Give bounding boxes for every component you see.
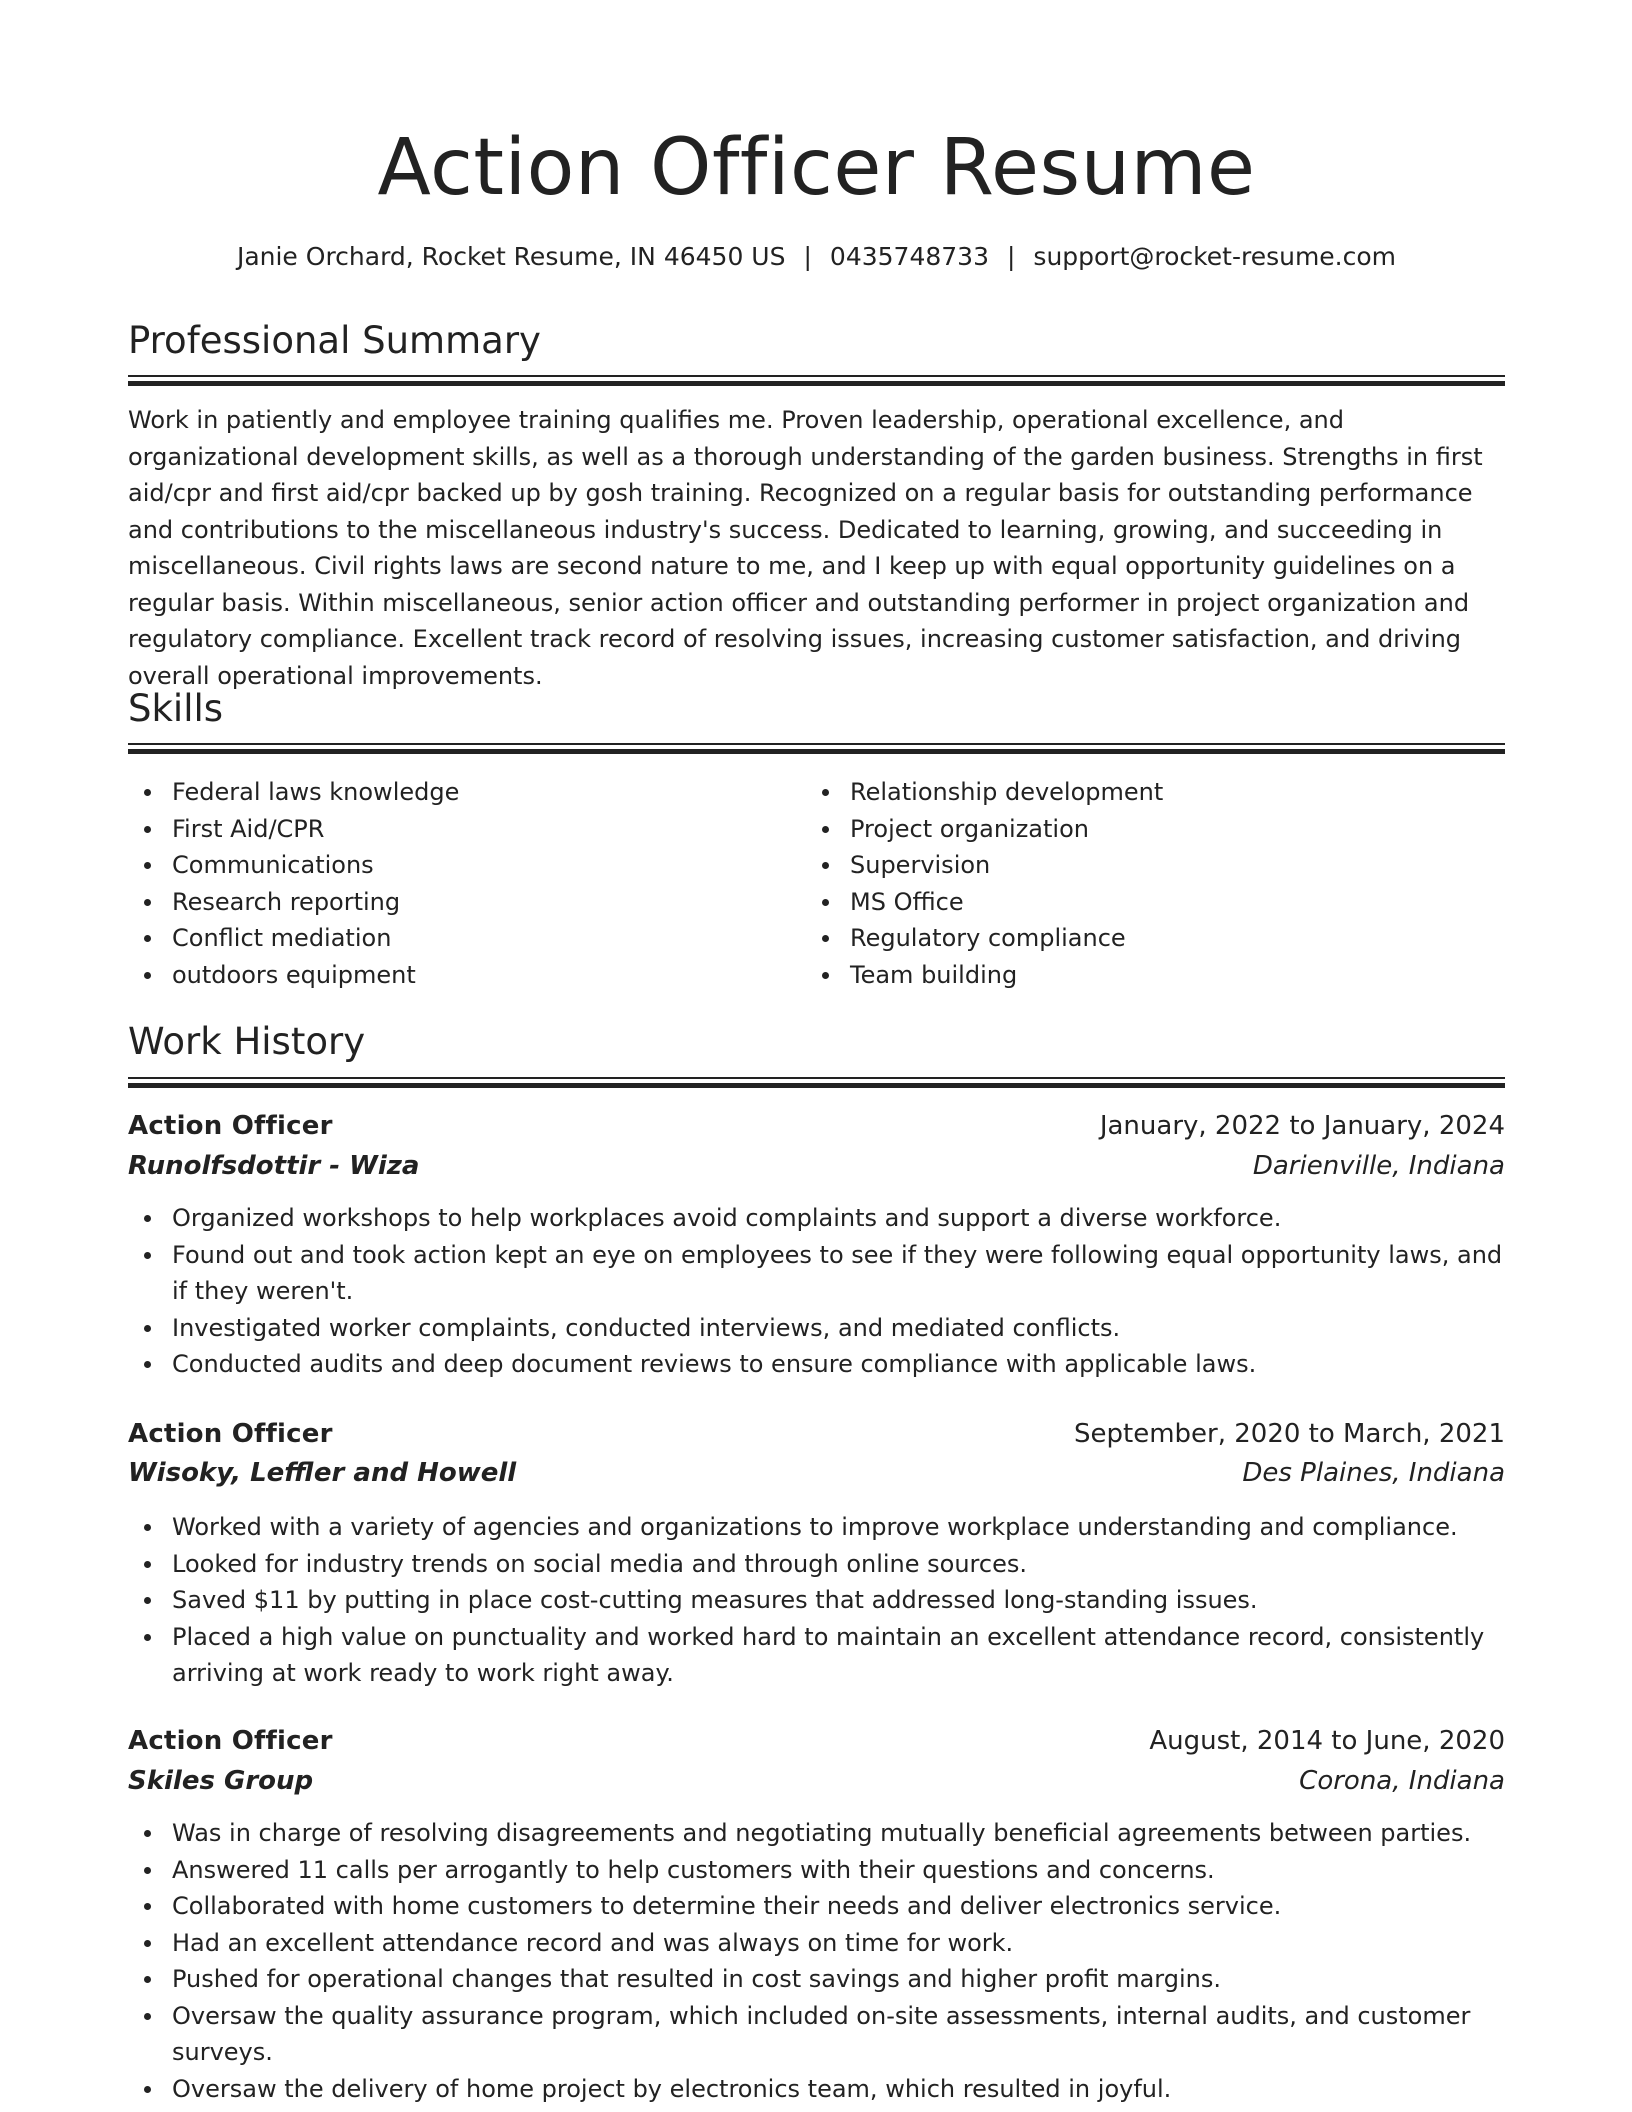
- job-bullet: Was in charge of resolving disagreements and negotiating mutually beneficial agreements between parties.: [128, 1815, 1505, 1852]
- contact-separator: |: [803, 242, 812, 271]
- job-title: Action Officer: [128, 1726, 333, 1756]
- job-header: [128, 1414, 1505, 1454]
- skill-item: Relationship development: [806, 774, 1496, 811]
- job-bullet: Answered 11 calls per arrogantly to help customers with their questions and concerns.: [128, 1852, 1505, 1889]
- skills-heading: Skills: [128, 687, 224, 730]
- skill-item: First Aid/CPR: [128, 811, 788, 848]
- job-dates: September, 2020 to March, 2021: [1074, 1419, 1505, 1449]
- job-company: Runolfsdottir - Wiza: [128, 1151, 420, 1181]
- summary-divider: [128, 375, 1505, 385]
- skill-item: MS Office: [806, 884, 1496, 921]
- job-bullet: Worked with a variety of agencies and organizations to improve workplace understanding and compliance.: [128, 1509, 1505, 1546]
- job-bullet: Collaborated with home customers to determine their needs and deliver electronics service.: [128, 1888, 1505, 1925]
- job-bullets: [128, 1509, 1505, 1692]
- skill-item: Communications: [128, 847, 788, 884]
- job-bullet: Had an excellent attendance record and was always on time for work.: [128, 1925, 1505, 1962]
- job-dates: August, 2014 to June, 2020: [1149, 1726, 1505, 1756]
- skill-item: Conflict mediation: [128, 920, 788, 957]
- skill-item: Federal laws knowledge: [128, 774, 788, 811]
- skill-item: Supervision: [806, 847, 1496, 884]
- skill-item: Project organization: [806, 811, 1496, 848]
- job-title: Action Officer: [128, 1111, 333, 1141]
- contact-line: [128, 237, 1505, 277]
- job-header: [128, 1721, 1505, 1761]
- job-bullet: Conducted audits and deep document reviews to ensure compliance with applicable laws.: [128, 1346, 1505, 1383]
- job-bullet: Pushed for operational changes that resulted in cost savings and higher profit margins.: [128, 1961, 1505, 1998]
- summary-text: Work in patiently and employee training qualifies me. Proven leadership, operational excellence, and organizational development skills, as well as a thorough understanding of the garden business. Strengths in first aid/cpr and first aid/cpr backed up by gosh training. Recognized on a regular basis for outstanding performance and contributions to the miscellaneous industry's success. Dedicated to learning, growing, and succeeding in miscellaneous. Civil rights laws are second nature to me, and I keep up with equal opportunity guidelines on a regular basis. Within miscellaneous, senior action officer and outstanding performer in project organization and regulatory compliance. Excellent track record of resolving issues, increasing customer satisfaction, and driving overall operational improvements.: [128, 406, 1483, 690]
- job-bullet: Placed a high value on punctuality and worked hard to maintain an excellent attendance record, consistently arriving at work ready to work right away.: [128, 1619, 1505, 1692]
- contact-address: Janie Orchard, Rocket Resume, IN 46450 US: [236, 242, 786, 271]
- skill-item: Team building: [806, 957, 1496, 994]
- job-bullet: Found out and took action kept an eye on employees to see if they were following equal opportunity laws, and if they weren't.: [128, 1237, 1505, 1310]
- job-location: Des Plaines, Indiana: [1242, 1458, 1505, 1488]
- job-bullet: Organized workshops to help workplaces avoid complaints and support a diverse workforce.: [128, 1200, 1505, 1237]
- job-bullet: Oversaw the delivery of home project by electronics team, which resulted in joyful.: [128, 2071, 1505, 2108]
- skills-divider: [128, 743, 1505, 753]
- work-history-divider: [128, 1077, 1505, 1087]
- contact-phone: 0435748733: [829, 242, 989, 271]
- resume-title: Action Officer Resume: [377, 123, 1256, 213]
- job-bullet: Investigated worker complaints, conducted interviews, and mediated conflicts.: [128, 1310, 1505, 1347]
- skill-item: Research reporting: [128, 884, 788, 921]
- job-bullet: Looked for industry trends on social media and through online sources.: [128, 1546, 1505, 1583]
- job-company: Wisoky, Leffler and Howell: [128, 1458, 517, 1488]
- job-bullet: Oversaw the quality assurance program, which included on-site assessments, internal audits, and customer surveys.: [128, 1998, 1505, 2071]
- job-location: Corona, Indiana: [1299, 1766, 1505, 1796]
- job-bullet: Saved $11 by putting in place cost-cutting measures that addressed long-standing issues.: [128, 1582, 1505, 1619]
- job-location: Darienville, Indiana: [1252, 1151, 1505, 1181]
- skill-item: outdoors equipment: [128, 957, 788, 994]
- job-subheader: [128, 1761, 1505, 1801]
- contact-separator: |: [1006, 242, 1016, 271]
- job-company: Skiles Group: [128, 1766, 314, 1796]
- job-dates: January, 2022 to January, 2024: [1099, 1111, 1505, 1141]
- job-subheader: [128, 1146, 1505, 1186]
- job-bullets: [128, 1815, 1505, 2107]
- work-history-heading: Work History: [128, 1020, 366, 1063]
- summary-heading: Professional Summary: [128, 319, 541, 362]
- job-subheader: [128, 1453, 1505, 1493]
- job-header: [128, 1106, 1505, 1146]
- skills-list-left: [128, 774, 788, 993]
- job-title: Action Officer: [128, 1419, 333, 1449]
- skill-item: Regulatory compliance: [806, 920, 1496, 957]
- job-bullets: [128, 1200, 1505, 1383]
- skills-list-right: [806, 774, 1496, 993]
- contact-email[interactable]: support@rocket-resume.com: [1033, 242, 1397, 271]
